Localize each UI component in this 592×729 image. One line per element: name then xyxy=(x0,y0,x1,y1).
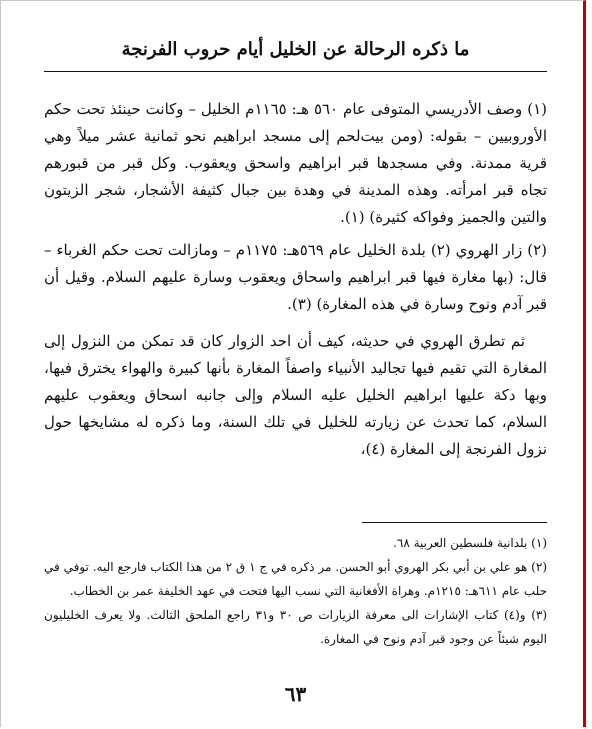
paragraph-idrisi: (١) وصف الأدريسي المتوفى عام ٥٦٠ هـ: ١١٦٥م الخليل – وكانت حينئذ تحت حكم الأوروبيين – بقوله: (ومن بيت‌لحم إلى مسجد ابراهيم نحو ثمانية عشر ميلاً وهي قرية ممدنة. وفي مسجدها قبر ابراهيم واسحق ويعقوب. وكل قبر من قبورهم تجاه قبر امرأته. وهذه المدينة في وهدة بين جبال كثيفة الأشجار، شجر الزيتون والتين والجميز وفواكه كثيرة) (١). xyxy=(44,100,547,226)
body-text xyxy=(44,96,547,467)
footnotes xyxy=(44,531,547,651)
book-page xyxy=(44,26,547,716)
paragraph-harawi: (٢) زار الهروي (٢) بلدة الخليل عام ٥٦٩هـ: ١١٧٥م – ومازالت تحت حكم الغرباء – قال: (بها مغارة فيها قبر ابراهيم واسحاق ويعقوب وسارة عليهم السلام. وقيل أن قبر آدم ونوح وسارة في هذه المغارة) (٣). xyxy=(44,241,547,313)
footnote-rule xyxy=(362,522,547,523)
footnote-3-4: (٣) و(٤) كتاب الإشارات الى معرفة الزيارات ص ٣٠ و٣١ راجع الملحق الثالث. ولا يعرف الخليليون اليوم شيئاً عن وجود قبر آدم ونوح في المغارة. xyxy=(44,608,548,646)
page-title: ما ذكره الرحالة عن الخليل أيام حروب الفرنجة xyxy=(121,39,470,60)
paragraph-cave: ثم تطرق الهروي في حديثه، كيف أن احد الزوار كان قد تمكن من النزول إلى المغارة التي تقيم فيها تجاليد الأنبياء واصفاً المغارة بأنها كبيرة والهواء يخترق فيها، وبها دكة عليها ابراهيم الخليل عليه السلام وإلى جانبه اسحاق ويعقوب عليهم السلام، كما تحدث عن زيارته للخليل في تلك السنة، وما ذكره له مشايخها حول نزول الفرنجة إلى المغارة (٤)، xyxy=(44,332,547,458)
title-rule xyxy=(44,71,547,72)
footnote-2: (٢) هو علي بن أبي بكر الهروي أبو الحسن. مر ذكره في ج ١ ق ٢ من هذا الكتاب فارجع اليه. توفي في حلب عام ٦١١هـ: ١٢١٥م. وهراة الأفغانية التي نسب اليها فتحت في عهد الخليفة عمر بن الخطاب. xyxy=(44,560,547,598)
footnote-1: (١) بلدانية فلسطين العربية ٦٨. xyxy=(393,536,547,550)
page-number: ٦٣ xyxy=(284,682,307,706)
